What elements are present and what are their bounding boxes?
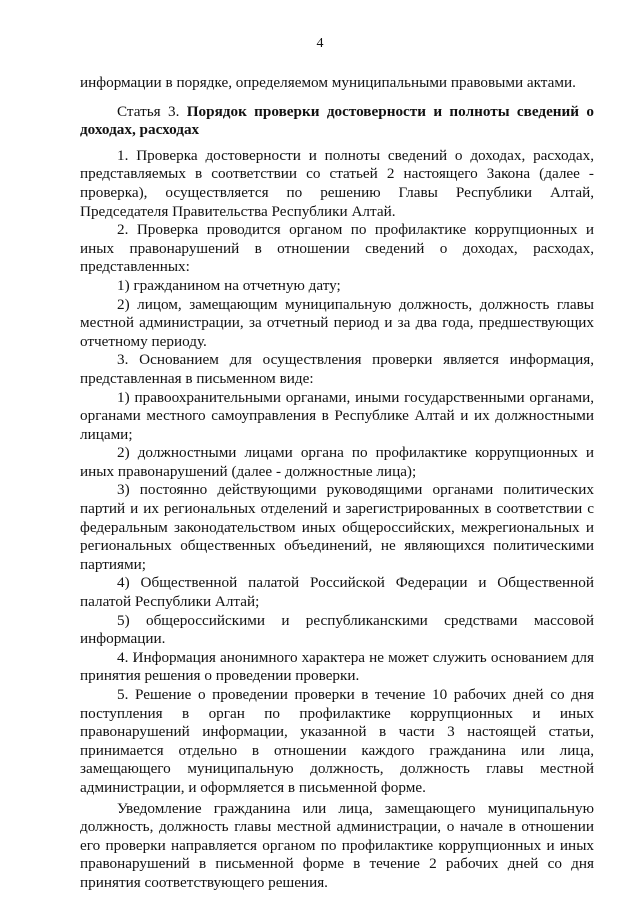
paragraph-2: 2. Проверка проводится органом по профилактике коррупционных и иных правонарушений в отношении сведений о доходах, расходах, представленных: (80, 221, 594, 276)
paragraph-3-item-3: 3) постоянно действующими руководящими органами политических партий и их региональных отделений и зарегистрированных в соответствии с федеральным законодательством иных общероссийских, межрегиональных и региональных общественных объединений, не являющихся политическими партиями; (80, 481, 594, 573)
paragraph-3-item-5: 5) общероссийскими и республиканскими средствами массовой информации. (80, 611, 594, 648)
paragraph-notification: Уведомление гражданина или лица, замещающего муниципальную должность, должность главы местной администрации, о начале в отношении его проверки направляется органом по профилактике коррупционных и иных правонарушений в письменной форме в течение 2 рабочих дней со дня принятия соответствующего решения. (80, 799, 594, 891)
paragraph-5: 5. Решение о проведении проверки в течение 10 рабочих дней со дня поступления в орган по профилактике коррупционных и иных правонарушений информации, указанной в части 3 настоящей статьи, принимается отдельно в отношении каждого гражданина или лица, замещающего муниципальную должность, должность главы местной администрации, и оформляется в письменной форме. (80, 686, 594, 796)
article-prefix: Статья 3. (117, 102, 180, 120)
paragraph-2-item-2: 2) лицом, замещающим муниципальную должность, должность главы местной администрации, за отчетный период и за два года, предшествующих отчетному периоду. (80, 295, 594, 350)
paragraph-4: 4. Информация анонимного характера не может служить основанием для принятия решения о проведении проверки. (80, 648, 594, 685)
paragraph-3: 3. Основанием для осуществления проверки является информация, представленная в письменном виде: (80, 351, 594, 387)
paragraph-2-item-1: 1) гражданином на отчетную дату; (117, 276, 341, 294)
paragraph-3-item-1: 1) правоохранительными органами, иными государственными органами, органами местного самоуправления в Республике Алтай и их должностными лицами; (80, 388, 594, 443)
document-body (80, 74, 594, 893)
paragraph-1: 1. Проверка достоверности и полноты сведений о доходах, расходах, представляемых в соответствии со статьей 2 настоящего Закона (далее - проверка), осуществляется по решению Главы Республики Алтай, Председателя Правительства Республики Алтай. (80, 146, 594, 220)
paragraph-3-item-4: 4) Общественной палатой Российской Федерации и Общественной палатой Республики Алтай; (80, 574, 594, 611)
article-heading (80, 103, 594, 140)
article-title: Порядок проверки достоверности и полноты сведений о доходах, расходах (80, 102, 594, 139)
page-number: 4 (316, 36, 324, 51)
paragraph-3-item-2: 2) должностными лицами органа по профилактике коррупционных и иных правонарушений (далее - должностные лица); (80, 444, 594, 480)
lead-line: информации в порядке, определяемом муниципальными правовыми актами. (80, 74, 576, 91)
